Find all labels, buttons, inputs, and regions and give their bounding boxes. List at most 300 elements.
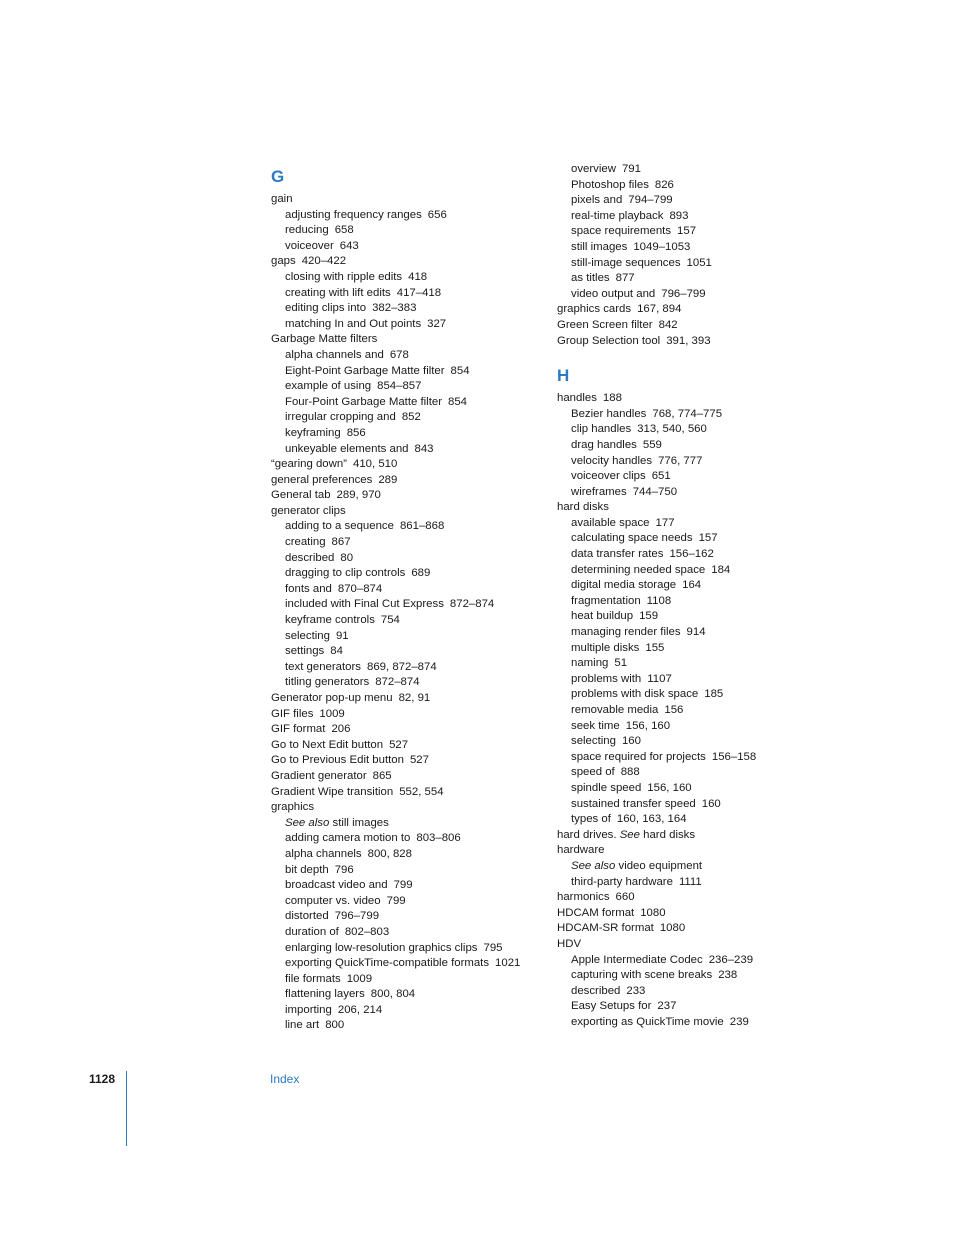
index-subentry (557, 224, 797, 240)
index-subentry (271, 925, 546, 941)
page-refs: 754 (380, 614, 400, 627)
index-term: available space (571, 516, 650, 529)
index-term: HDCAM format (557, 906, 635, 919)
page-refs: 852 (401, 411, 421, 424)
index-term: types of (571, 813, 611, 826)
page-refs: 160 (621, 735, 641, 748)
index-subentry (271, 270, 546, 286)
page-refs: 289 (378, 473, 398, 486)
page-refs: 552, 554 (399, 785, 444, 798)
index-subentry (271, 816, 546, 832)
index-entry (271, 722, 546, 738)
page-refs: 869, 872–874 (366, 660, 437, 673)
page-refs: 51 (614, 657, 628, 670)
index-entry (271, 691, 546, 707)
page-refs: 188 (602, 392, 622, 405)
index-entry (271, 488, 546, 504)
page-refs: 799 (393, 879, 413, 892)
page-refs: 206 (331, 723, 351, 736)
index-term: bit depth (285, 863, 329, 876)
index-term: line art (285, 1019, 320, 1032)
index-term: spindle speed (571, 781, 642, 794)
index-subentry (271, 1018, 546, 1034)
page-refs: 417–418 (396, 286, 442, 299)
page-refs: 157 (698, 532, 718, 545)
page-refs: 800 (325, 1019, 345, 1032)
index-subentry (557, 516, 797, 532)
index-subentry (557, 547, 797, 563)
index-term: harmonics (557, 891, 610, 904)
index-subentry (557, 719, 797, 735)
index-subentry (557, 178, 797, 194)
page-refs: 206, 214 (337, 1003, 383, 1016)
index-subentry (557, 209, 797, 225)
page-refs: 791 (621, 163, 641, 175)
page-refs: 877 (615, 272, 635, 285)
index-subentry (557, 422, 797, 438)
index-subentry (271, 442, 546, 458)
index-term: multiple disks (571, 641, 640, 654)
index-subentry (271, 582, 546, 598)
index-term: GIF format (271, 723, 326, 736)
page-refs: 800, 828 (367, 847, 412, 860)
index-term: Photoshop files (571, 178, 649, 191)
index-subentry (557, 812, 797, 828)
page-refs: 870–874 (337, 582, 383, 595)
page-refs: 796–799 (661, 287, 706, 300)
index-entry (557, 334, 797, 350)
index-term: HDCAM-SR format (557, 922, 654, 935)
index-term: third-party hardware (571, 875, 673, 888)
index-term: naming (571, 657, 609, 670)
index-entry (271, 785, 546, 801)
index-term: Gradient generator (271, 769, 367, 782)
index-term: alpha channels and (285, 348, 384, 361)
index-term: graphics (271, 801, 315, 814)
page-refs: 678 (389, 348, 409, 361)
index-subentry (271, 1003, 546, 1019)
index-term: Apple Intermediate Codec (571, 953, 703, 966)
see-also-label: See also (285, 816, 330, 829)
page-refs: 289, 970 (336, 489, 381, 502)
page-refs: 794–799 (628, 194, 673, 207)
page-refs: 159 (639, 610, 659, 623)
page-refs: 796 (334, 863, 354, 876)
index-entry (271, 707, 546, 723)
page-refs: 527 (389, 738, 409, 751)
index-term: file formats (285, 972, 341, 985)
index-subentry (271, 208, 546, 224)
index-subentry (557, 578, 797, 594)
index-term: creating with lift edits (285, 286, 391, 299)
index-term: overview (571, 163, 616, 175)
page-refs: 84 (330, 645, 343, 658)
index-term: Generator pop-up menu (271, 692, 393, 704)
page-refs: 872–874 (375, 676, 420, 689)
page-refs: 559 (642, 438, 662, 451)
index-term: reducing (285, 224, 329, 237)
index-subentry (557, 703, 797, 719)
index-subentry (271, 551, 546, 567)
index-subentry (271, 395, 546, 411)
index-term: data transfer rates (571, 548, 664, 561)
index-subentry (271, 675, 546, 691)
page-refs: 1049–1053 (633, 240, 691, 253)
index-subentry (271, 379, 546, 395)
page-refs: 893 (669, 209, 689, 222)
index-term: alpha channels (285, 847, 362, 860)
index-subentry (557, 594, 797, 610)
index-subentry (557, 875, 797, 891)
index-subentry (557, 656, 797, 672)
index-term: exporting QuickTime-compatible formats (285, 957, 490, 970)
page-refs: 651 (651, 470, 671, 483)
index-term: selecting (571, 735, 616, 748)
index-entry (557, 906, 797, 922)
page-refs: 1108 (646, 594, 672, 607)
page-refs: 854 (450, 364, 470, 377)
index-subentry (557, 765, 797, 781)
index-term: space requirements (571, 225, 672, 238)
index-term: duration of (285, 925, 339, 938)
page-refs: 643 (339, 239, 359, 252)
index-term: hardware (557, 844, 605, 857)
page-refs: 185 (704, 688, 724, 701)
page-refs: 768, 774–775 (652, 407, 723, 420)
index-entry (271, 473, 546, 489)
index-entry (271, 504, 546, 520)
index-term: graphics cards (557, 303, 632, 316)
index-subentry (271, 878, 546, 894)
index-term: velocity handles (571, 454, 653, 467)
index-term: heat buildup (571, 610, 634, 623)
index-term: as titles (571, 272, 610, 285)
index-subentry (557, 734, 797, 750)
page-refs: 156, 160 (625, 719, 671, 732)
index-letter-heading: G (271, 167, 285, 186)
index-subentry (557, 687, 797, 703)
index-term: text generators (285, 660, 361, 673)
index-term: capturing with scene breaks (571, 969, 713, 982)
index-term: video output and (571, 287, 656, 300)
page-refs: 156–162 (669, 548, 714, 561)
page-refs: 854–857 (377, 380, 422, 393)
index-term: “gearing down” (271, 458, 347, 471)
page-refs: 744–750 (632, 485, 678, 498)
index-subentry (557, 531, 797, 547)
index-subentry (557, 454, 797, 470)
page-refs: 382–383 (372, 302, 417, 315)
index-term: importing (285, 1003, 332, 1016)
page-refs: 80 (340, 551, 354, 564)
page-refs: 177 (655, 516, 675, 529)
page-refs: 327 (427, 317, 447, 330)
index-term: voiceover clips (571, 470, 646, 483)
index-term: described (285, 551, 335, 564)
index-letter-heading: H (557, 366, 570, 386)
page-refs: 796–799 (334, 910, 380, 923)
index-term: removable media (571, 704, 659, 716)
index-subentry (271, 286, 546, 302)
index-term: managing render files (571, 626, 681, 639)
page-refs: 391, 393 (666, 334, 711, 347)
index-entry (557, 921, 797, 937)
index-term: problems with (571, 672, 642, 685)
page-refs: 1111 (678, 875, 702, 888)
index-subentry (557, 859, 797, 875)
index-term: settings (285, 645, 325, 658)
page-refs: 656 (427, 208, 447, 221)
index-subentry (557, 781, 797, 797)
page-refs: 826 (654, 178, 674, 191)
footer-divider (126, 1071, 127, 1146)
index-term: titling generators (285, 676, 370, 689)
index-subentry (271, 613, 546, 629)
index-subentry (271, 223, 546, 239)
index-term: hard drives. (557, 828, 617, 841)
index-subentry (557, 193, 797, 209)
index-entry (557, 500, 797, 516)
page-refs: 1080 (659, 922, 686, 935)
page-refs: 160 (701, 797, 721, 810)
page-refs: 155 (645, 641, 665, 654)
index-term: flattening layers (285, 988, 365, 1001)
index-term: hard disks (557, 501, 609, 514)
page-refs: 856 (346, 426, 366, 439)
index-term: wireframes (571, 485, 627, 498)
see-also-label: See also (571, 859, 616, 872)
index-subentry (557, 271, 797, 287)
index-term: included with Final Cut Express (285, 598, 444, 611)
index-entry (271, 753, 546, 769)
index-subentry (557, 797, 797, 813)
index-subentry (271, 863, 546, 879)
index-term: still images (571, 240, 628, 253)
index-term: general preferences (271, 473, 373, 486)
index-term: broadcast video and (285, 879, 388, 892)
index-subentry (271, 364, 546, 380)
page-refs: 776, 777 (658, 454, 703, 467)
index-term: gain (271, 193, 293, 205)
index-term: gaps (271, 255, 296, 268)
index-subentry (271, 941, 546, 957)
index-term: seek time (571, 719, 620, 732)
index-term: Gradient Wipe transition (271, 785, 394, 798)
index-term: problems with disk space (571, 688, 699, 701)
index-term: clip handles (571, 423, 632, 436)
page-refs: 914 (686, 626, 706, 639)
page-refs: 418 (408, 270, 428, 283)
index-term: example of using (285, 380, 372, 393)
index-entry (557, 391, 797, 407)
index-subentry (557, 609, 797, 625)
index-term: Garbage Matte filters (271, 333, 378, 346)
index-term: matching In and Out points (285, 317, 422, 330)
page-refs: 167, 894 (637, 303, 682, 316)
index-subentry (557, 256, 797, 272)
page-refs: 689 (411, 567, 431, 580)
page-refs: 238 (718, 969, 738, 982)
page-refs: 156, 160 (647, 781, 692, 794)
index-subentry (271, 597, 546, 613)
index-entry (557, 318, 797, 334)
page-refs: 156 (664, 704, 684, 716)
index-subentry (271, 987, 546, 1003)
index-term: speed of (571, 766, 615, 779)
index-term: Go to Previous Edit button (271, 754, 404, 767)
index-subentry (271, 831, 546, 847)
index-term: closing with ripple edits (285, 270, 403, 283)
index-column-right (557, 162, 797, 1030)
index-column-left (271, 162, 546, 1034)
index-entry (271, 254, 546, 270)
see-label: See (619, 828, 640, 841)
page-refs: 236–239 (708, 953, 754, 966)
page-refs: 410, 510 (352, 458, 398, 471)
page-number: 1128 (89, 1072, 116, 1086)
index-subentry (557, 750, 797, 766)
index-term: Go to Next Edit button (271, 738, 384, 751)
page-refs: 795 (483, 941, 503, 954)
index-term: Bezier handles (571, 407, 647, 420)
index-entry (557, 937, 797, 953)
section-title: Index (270, 1072, 300, 1086)
index-subentry (271, 239, 546, 255)
index-term: keyframe controls (285, 614, 375, 627)
page-refs: 800, 804 (370, 988, 416, 1001)
index-term: pixels and (571, 194, 623, 207)
page-refs: 888 (620, 766, 640, 779)
index-term: dragging to clip controls (285, 567, 406, 580)
index-subentry (557, 672, 797, 688)
page-refs: 867 (331, 536, 351, 549)
page-refs: 184 (711, 563, 731, 576)
index-subentry (557, 625, 797, 641)
index-term: adding camera motion to (285, 832, 411, 845)
page-refs: 803–806 (416, 832, 461, 845)
index-subentry (271, 972, 546, 988)
page-refs: 420–422 (301, 255, 347, 268)
index-term: calculating space needs (571, 532, 693, 545)
index-subentry (557, 984, 797, 1000)
index-entry (557, 828, 797, 844)
page-refs: 157 (677, 225, 697, 238)
index-term: Eight-Point Garbage Matte filter (285, 364, 445, 377)
page-refs: 82, 91 (398, 692, 431, 704)
index-subentry (271, 894, 546, 910)
index-subentry (271, 317, 546, 333)
index-subentry (271, 348, 546, 364)
index-term: computer vs. video (285, 894, 381, 907)
index-subentry (271, 566, 546, 582)
page-refs: 1107 (647, 672, 672, 685)
index-term: Group Selection tool (557, 334, 661, 347)
index-entry (271, 457, 546, 473)
index-subentry (557, 641, 797, 657)
index-term: Green Screen filter (557, 318, 653, 331)
index-subentry (271, 909, 546, 925)
page-refs: 843 (414, 442, 434, 455)
page-refs: 799 (386, 894, 406, 907)
page-refs: 1051 (686, 256, 712, 269)
see-target: hard disks (643, 828, 696, 841)
index-term: exporting as QuickTime movie (571, 1015, 724, 1028)
index-term: adjusting frequency ranges (285, 208, 422, 221)
index-subentry (557, 438, 797, 454)
index-subentry (271, 660, 546, 676)
index-term: sustained transfer speed (571, 797, 696, 810)
index-subentry (557, 162, 797, 178)
index-term: described (571, 984, 621, 997)
page-refs: 313, 540, 560 (637, 423, 707, 436)
page-refs: 872–874 (449, 598, 495, 611)
index-subentry (271, 629, 546, 645)
index-term: adding to a sequence (285, 520, 394, 533)
page-refs: 237 (657, 1000, 677, 1013)
index-term: voiceover (285, 239, 334, 252)
page-refs: 1080 (640, 906, 666, 919)
page-refs: 854 (448, 395, 468, 408)
index-term: enlarging low-resolution graphics clips (285, 941, 478, 954)
index-subentry (557, 240, 797, 256)
index-subentry (557, 287, 797, 303)
page-refs: 1009 (346, 972, 373, 985)
page-refs: 156–158 (711, 750, 757, 763)
page-refs: 91 (335, 629, 349, 642)
index-term: fragmentation (571, 594, 641, 607)
page-refs: 861–868 (399, 520, 445, 533)
page-refs: 527 (409, 754, 429, 767)
index-term: General tab (271, 489, 331, 502)
index-subentry (557, 469, 797, 485)
index-entry (271, 192, 546, 208)
index-subentry (271, 410, 546, 426)
page-refs: 802–803 (344, 925, 390, 938)
index-term: creating (285, 536, 326, 549)
index-subentry (271, 426, 546, 442)
index-subentry (557, 1015, 797, 1031)
index-term: generator clips (271, 504, 346, 517)
index-term: irregular cropping and (285, 411, 396, 424)
index-term: real-time playback (571, 209, 664, 222)
page-refs: 160, 163, 164 (616, 813, 687, 826)
index-term: digital media storage (571, 579, 677, 592)
index-term: editing clips into (285, 302, 367, 315)
index-term: Four-Point Garbage Matte filter (285, 395, 443, 408)
see-also-target: video equipment (618, 859, 703, 872)
page-refs: 658 (334, 224, 354, 237)
page-refs: 233 (626, 984, 646, 997)
index-term: HDV (557, 937, 582, 950)
index-term: Easy Setups for (571, 1000, 652, 1013)
index-term: drag handles (571, 438, 637, 451)
page-refs: 164 (682, 579, 702, 592)
index-term: handles (557, 392, 597, 405)
index-term: determining needed space (571, 563, 706, 576)
index-subentry (557, 953, 797, 969)
index-subentry (557, 485, 797, 501)
index-entry (557, 302, 797, 318)
index-entry (271, 738, 546, 754)
index-subentry (557, 999, 797, 1015)
index-subentry (557, 563, 797, 579)
index-subentry (271, 301, 546, 317)
page-refs: 842 (658, 318, 678, 331)
index-term: fonts and (285, 582, 332, 595)
index-term: selecting (285, 629, 330, 642)
index-entry (271, 332, 546, 348)
index-term: still-image sequences (571, 256, 681, 269)
